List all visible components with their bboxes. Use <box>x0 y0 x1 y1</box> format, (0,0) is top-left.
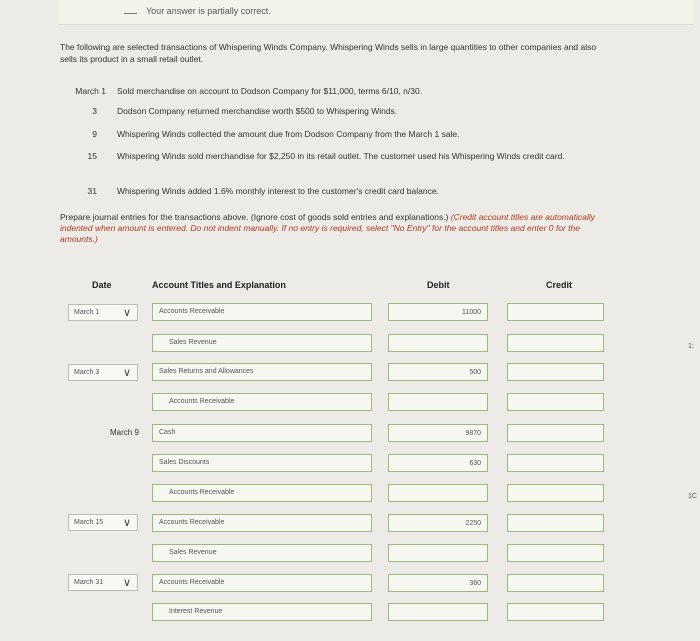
debit-input[interactable]: 500 <box>388 363 488 381</box>
tx-desc: Dodson Company returned merchandise worth $500 to Whispering Winds. <box>117 106 398 116</box>
debit-input[interactable] <box>388 544 488 562</box>
tx-date: March 1 <box>75 86 106 96</box>
account-input[interactable]: Sales Revenue <box>152 544 372 562</box>
credit-input[interactable] <box>507 544 604 562</box>
chevron-down-icon: ∨ <box>122 307 131 319</box>
header-debit: Debit <box>427 280 450 290</box>
tx-date: 15 <box>87 151 97 161</box>
feedback-text: Your answer is partially correct. <box>146 6 271 16</box>
date-label-mar9: March 9 <box>110 428 139 437</box>
debit-input[interactable]: 2250 <box>388 514 488 532</box>
account-input[interactable]: Accounts Receivable <box>152 303 372 321</box>
credit-input[interactable] <box>507 574 604 592</box>
date-select-mar31[interactable] <box>68 574 138 591</box>
tx-date: 9 <box>92 129 97 139</box>
account-input[interactable]: Accounts Receivable <box>152 574 372 592</box>
dash-icon: — <box>124 5 137 20</box>
credit-input[interactable] <box>507 514 604 532</box>
credit-input[interactable] <box>507 303 604 321</box>
tx-desc: Whispering Winds collected the amount due from Dodson Company from the March 1 sale. <box>117 129 460 139</box>
feedback-banner <box>58 0 694 25</box>
account-input[interactable]: Cash <box>152 424 372 442</box>
credit-input[interactable] <box>507 393 604 411</box>
debit-input[interactable] <box>388 393 488 411</box>
date-select-mar3[interactable] <box>68 364 138 381</box>
chevron-down-icon: ∨ <box>122 577 131 589</box>
chevron-down-icon: ∨ <box>122 517 131 529</box>
chevron-down-icon: ∨ <box>122 367 131 379</box>
date-value: March 1 <box>74 309 100 316</box>
credit-input[interactable] <box>507 424 604 442</box>
debit-input[interactable]: 360 <box>388 574 488 592</box>
clipped-credit-value: 1: <box>688 343 694 350</box>
clipped-credit-value: 1C <box>688 493 697 500</box>
header-credit: Credit <box>546 280 573 290</box>
instructions-note: (Credit account titles are automatically indented when amount is entered. Do not indent manually. If no entry is required, select "No Entry" for the account titles and enter 0 for the amounts.) <box>60 212 595 244</box>
date-value: March 3 <box>74 369 100 376</box>
tx-desc: Whispering Winds sold merchandise for $2,250 in its retail outlet. The customer used his Whispering Winds credit card. <box>117 151 565 161</box>
account-input[interactable]: Accounts Receivable <box>152 393 372 411</box>
debit-input[interactable]: 630 <box>388 454 488 472</box>
header-date: Date <box>92 280 112 290</box>
account-input[interactable]: Accounts Receivable <box>152 514 372 532</box>
date-select-mar1[interactable] <box>68 304 138 321</box>
credit-input[interactable] <box>507 363 604 381</box>
credit-input[interactable] <box>507 454 604 472</box>
debit-input[interactable] <box>388 334 488 352</box>
header-account: Account Titles and Explanation <box>152 280 286 290</box>
instructions <box>60 212 600 245</box>
tx-desc: Sold merchandise on account to Dodson Company for $11,000, terms 6/10, n/30. <box>117 86 423 96</box>
tx-desc: Whispering Winds added 1.6% monthly interest to the customer's credit card balance. <box>117 186 439 196</box>
account-input[interactable]: Sales Returns and Allowances <box>152 363 372 381</box>
debit-input[interactable]: 11000 <box>388 303 488 321</box>
credit-input[interactable] <box>507 334 604 352</box>
account-input[interactable]: Accounts Receivable <box>152 484 372 502</box>
account-input[interactable]: Interest Revenue <box>152 603 372 621</box>
credit-input[interactable] <box>507 603 604 621</box>
intro-text: The following are selected transactions of Whispering Winds Company. Whispering Winds sells in large quantities to other companies and also sells its product in a small retail outlet. <box>60 42 597 64</box>
tx-date: 31 <box>87 186 97 196</box>
tx-date: 3 <box>92 106 97 116</box>
date-select-mar15[interactable] <box>68 514 138 531</box>
instructions-text: Prepare journal entries for the transactions above. (Ignore cost of goods sold entries and explanations.) <box>60 212 449 222</box>
debit-input[interactable]: 9870 <box>388 424 488 442</box>
account-input[interactable]: Sales Revenue <box>152 334 372 352</box>
debit-input[interactable] <box>388 603 488 621</box>
debit-input[interactable] <box>388 484 488 502</box>
date-value: March 31 <box>74 579 104 586</box>
account-input[interactable]: Sales Discounts <box>152 454 372 472</box>
credit-input[interactable] <box>507 484 604 502</box>
date-value: March 15 <box>74 519 104 526</box>
